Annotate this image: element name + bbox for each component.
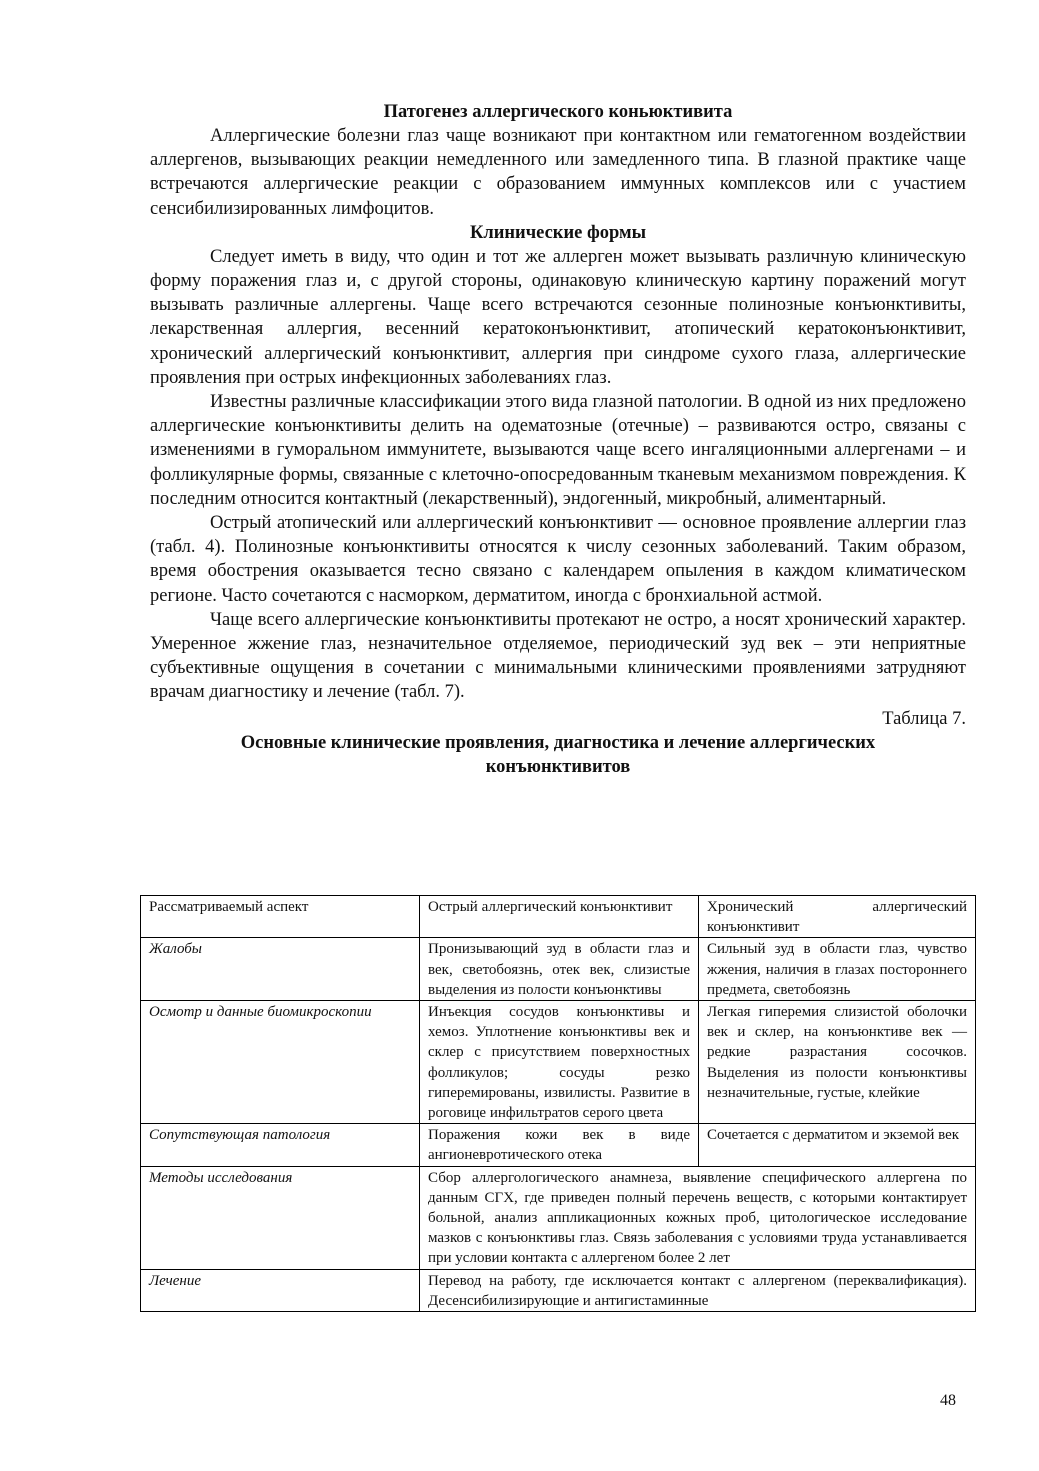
row-acute: Пронизывающий зуд в области глаз и век, светобоязнь, отек век, слизистые выделения из полости конъюнктивы	[420, 938, 699, 1001]
table-row	[141, 1166, 976, 1269]
row-aspect-methods: Методы исследования	[141, 1166, 420, 1269]
row-aspect: Осмотр и данные биомикроскопии	[141, 1001, 420, 1124]
heading-clinical-forms: Клинические формы	[469, 222, 647, 243]
table-row	[141, 1269, 976, 1311]
paragraph-5: Чаще всего аллергические конъюнктивиты протекают не остро, а носят хронический характер. Умеренное жжение глаз, незначительное отделяемое, периодический зуд век – эти неприятные субъективные ощущения в сочетании с минимальными клиническими проявлениями затрудняют врачам диагностику и лечение (табл. 7).	[150, 609, 966, 703]
page-number: 48	[940, 1392, 956, 1409]
table-header-row	[141, 896, 976, 938]
row-chronic: Легкая гиперемия слизистой оболочки век и склер, на конъюнктиве век — редкие разрастания сосочков. Выделения из полости конъюнктивы незначительные, густые, клейкие	[699, 1001, 976, 1124]
row-chronic: Сильный зуд в области глаз, чувство жжения, наличия в глазах постороннего предмета, светобоязнь	[699, 938, 976, 1001]
row-chronic: Сочетается с дерматитом и экземой век	[699, 1124, 976, 1166]
table-number: Таблица 7.	[882, 708, 966, 729]
row-treatment-text: Перевод на работу, где исключается контакт с аллергеном (переквалификация). Десенсибилизирующие и антигистаминные	[420, 1269, 976, 1311]
paragraph-1: Аллергические болезни глаз чаще возникают при контактном или гематогенном воздействии аллергенов, вызывающих реакции немедленного или замедленного типа. В глазной практике чаще встречаются аллергические реакции с образованием иммунных комплексов или с участием сенсибилизированных лимфоцитов.	[150, 126, 966, 219]
row-methods-text: Сбор аллергологического анамнеза, выявление специфического аллергена по данным СГХ, где приведен полный перечень веществ, с которыми контактирует больной, анализ аппликационных кожных проб, цитологическое исследование мазков с конъюнктивы глаз. Связь заболевания с условиями труда устанавливается при условии контакта с аллергеном более 2 лет	[420, 1166, 976, 1269]
paragraph-4: Острый атопический или аллергический конъюнктивит — основное проявление аллергии глаз (табл. 4). Полинозные конъюнктивиты относятся к числу сезонных заболеваний. Таким образом, время обострения оказывается тесно связано с календарем опыления в каждом климатическом регионе. Часто сочетаются с насморком, дерматитом, иногда с бронхиальной астмой.	[150, 513, 966, 606]
table-row	[141, 1124, 976, 1166]
row-acute: Инъекция сосудов конъюнктивы и хемоз. Уплотнение конъюнктивы век и склер с присутствием поверхностных фолликулов; сосуды резко гиперемированы, извилисты. Развитие в роговице инфильтратов серого цвета	[420, 1001, 699, 1124]
clinical-table	[140, 895, 976, 1312]
row-aspect-treatment: Лечение	[141, 1269, 420, 1311]
header-cell-aspect: Рассматриваемый аспект	[141, 896, 420, 938]
paragraph-2: Следует иметь в виду, что один и тот же аллерген может вызывать различную клиническую форму поражения глаз и, с другой стороны, одинаковую клиническую картину поражений могут вызывать различные аллергены. Чаще всего встречаются сезонные полинозные конъюнктивиты, лекарственная аллергия, весенний кератоконъюнктивит, атопический кератоконъюнктивит, хронический аллергический конъюнктивит, аллергия при синдроме сухого глаза, аллергические проявления при острых инфекционных заболеваниях глаз.	[150, 246, 966, 388]
row-aspect: Жалобы	[141, 938, 420, 1001]
table-title: Основные клинические проявления, диагностика и лечение аллергических конъюнктивитов	[240, 732, 876, 777]
row-acute: Поражения кожи век в виде ангионевротического отека	[420, 1124, 699, 1166]
heading-pathogenesis: Патогенез аллергического коньюктивита	[383, 102, 733, 122]
header-cell-acute: Острый аллергический конъюнктивит	[420, 896, 699, 938]
row-aspect: Сопутствующая патология	[141, 1124, 420, 1166]
table-row	[141, 1001, 976, 1124]
table-row	[141, 938, 976, 1001]
paragraph-3: Известны различные классификации этого вида глазной патологии. В одной из них предложено аллергические конъюнктивиты делить на одематозные (отечные) – развиваются остро, связаны с изменениями в гуморальном иммунитете, вызываются чаще всего ингаляционными аллергенами – и фолликулярные формы, связанные с клеточно-опосредованным тканевым механизмом повреждения. К последним относится контактный (лекарственный), эндогенный, микробный, алиментарный.	[150, 392, 966, 509]
header-cell-chronic: Хронический аллергический конъюнктивит	[699, 896, 976, 938]
document-page	[150, 100, 966, 809]
